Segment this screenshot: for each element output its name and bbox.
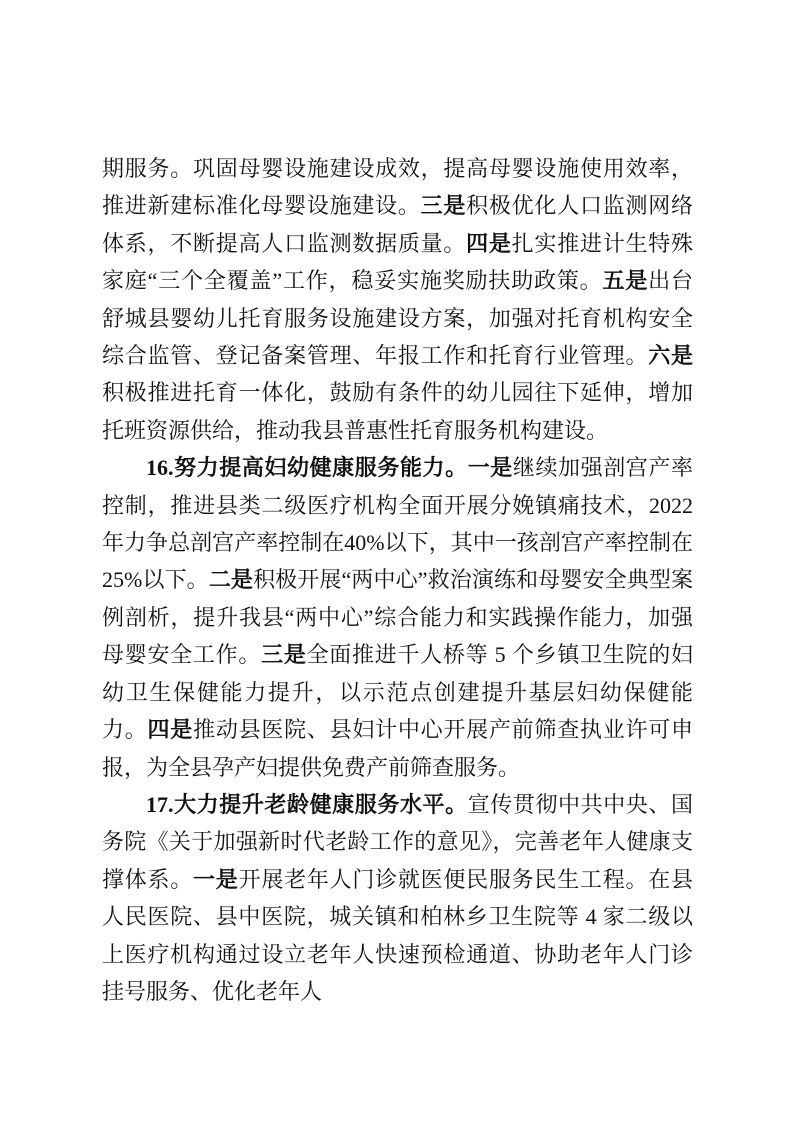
bold-text-run: 二是 xyxy=(208,567,254,593)
bold-text-run: 三是 xyxy=(261,642,307,668)
text-run: 全面推进千人桥等 5 个乡镇卫生院的妇幼卫生保健能力提升，以示范点创建提升基层妇幼保健能力。 xyxy=(102,642,693,743)
bold-text-run: 17.大力提升老龄健康服务水平。 xyxy=(146,791,468,817)
text-run: 积极推进托育一体化，鼓励有条件的幼儿园往下延伸，增加托班资源供给，推动我县普惠性托育服务机构建设。 xyxy=(102,380,693,443)
text-run: 开展老年人门诊就医便民服务民生工程。在县人民医院、县中医院，城关镇和柏林乡卫生院等 4 家二级以上医疗机构通过设立老年人快速预检通道、协助老年人门诊挂号服务、优化老年人 xyxy=(102,866,693,1004)
para-item-17 xyxy=(102,786,693,1010)
text-run: 出台舒城县婴幼儿托育服务设施建设方案，加强对托育机构安全综合监管、登记备案管理、年报工作和托育行业管理。 xyxy=(102,268,693,369)
bold-text-run: 一是 xyxy=(193,866,239,892)
bold-text-run: 16.努力提高妇幼健康服务能力。一是 xyxy=(146,455,513,481)
text-run: 积极开展“两中心”救治演练和母婴安全典型案例剖析，提升我县“两中心”综合能力和实践操作能力，加强母婴安全工作。 xyxy=(102,567,693,668)
text-run: 宣传贯彻中共中央、国务院《关于加强新时代老龄工作的意见》，完善老年人健康支撑体系。 xyxy=(102,791,693,892)
para-continuation-item-15 xyxy=(102,150,693,449)
text-run: 期服务。巩固母婴设施建设成效，提高母婴设施使用效率，推进新建标准化母婴设施建设。 xyxy=(102,156,693,219)
text-run: 继续加强剖宫产率控制，推进县类二级医疗机构全面开展分娩镇痛技术，2022 年力争总剖宫产率控制在40%以下，其中一孩剖宫产率控制在25%以下。 xyxy=(102,455,693,593)
bold-text-run: 三是 xyxy=(420,193,467,219)
bold-text-run: 四是 xyxy=(466,230,512,256)
document-body xyxy=(102,150,693,1010)
bold-text-run: 五是 xyxy=(602,268,649,294)
para-item-16 xyxy=(102,449,693,786)
text-run: 推动县医院、县妇计中心开展产前筛查执业许可申报，为全县孕产妇提供免费产前筛查服务。 xyxy=(102,717,693,780)
bold-text-run: 四是 xyxy=(147,717,194,743)
text-run: 扎实推进计生特殊家庭“三个全覆盖”工作，稳妥实施奖励扶助政策。 xyxy=(102,230,693,294)
text-run: 积极优化人口监测网络体系，不断提高人口监测数据质量。 xyxy=(102,193,693,256)
bold-text-run: 六是 xyxy=(648,343,693,369)
